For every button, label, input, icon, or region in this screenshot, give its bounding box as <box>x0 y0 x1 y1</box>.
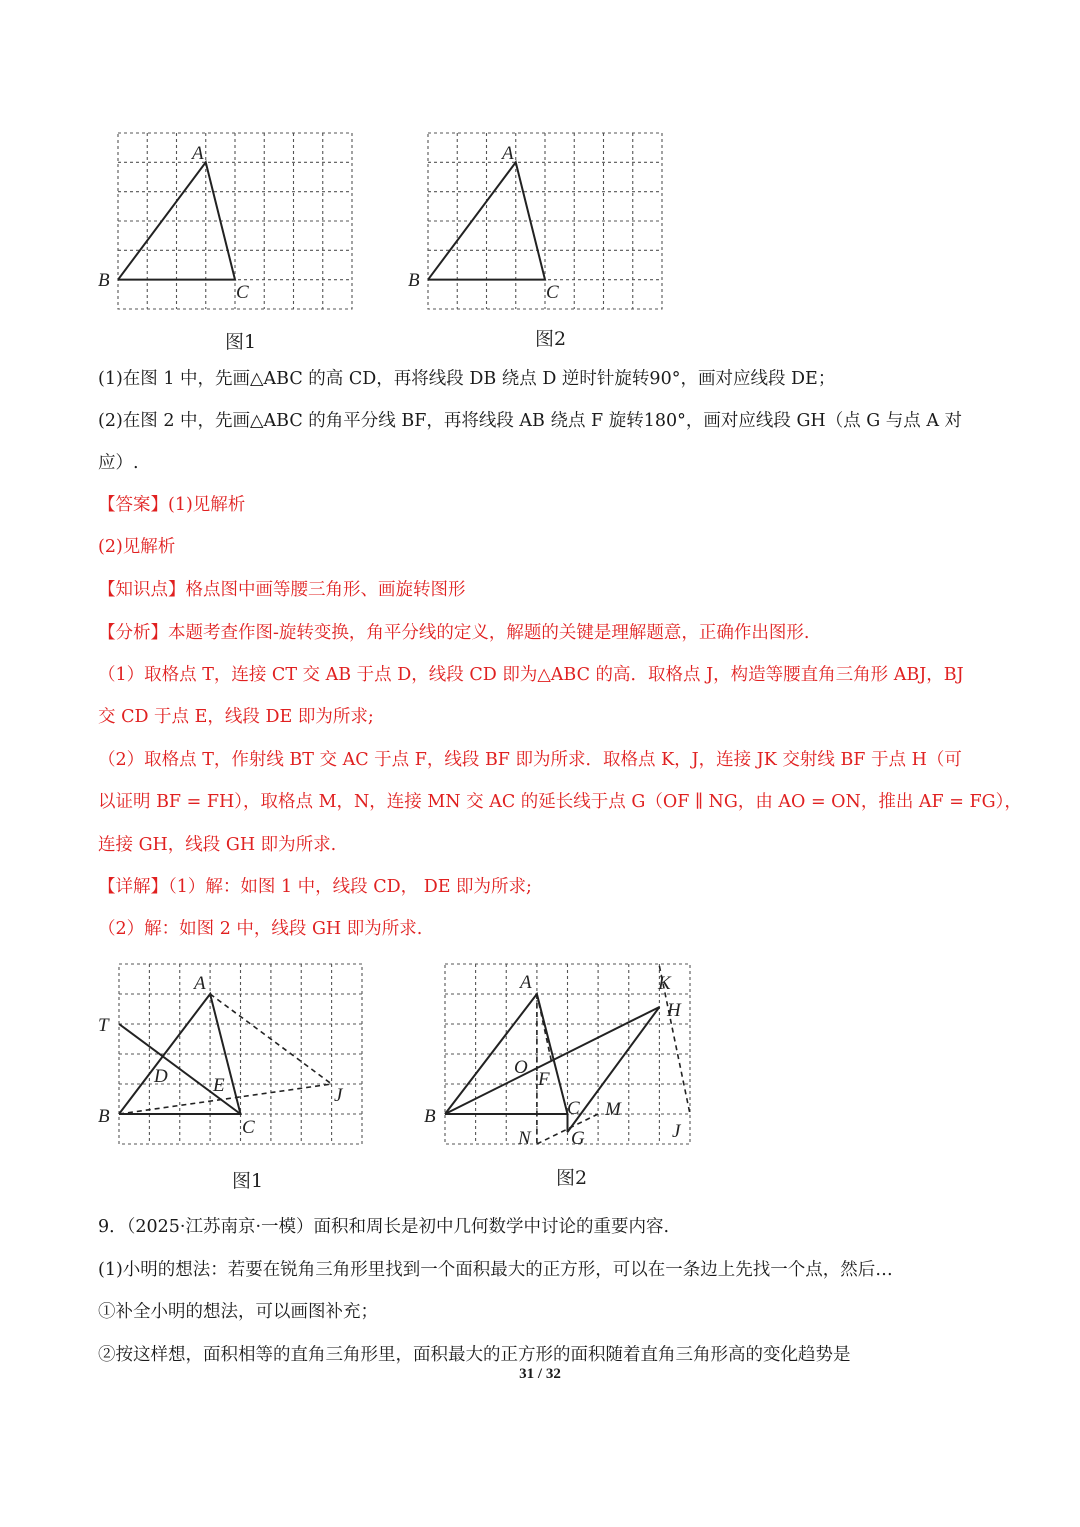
label-a: A <box>520 972 532 993</box>
question-9-item-1: ①补全小明的想法，可以画图补充； <box>98 1302 378 1322</box>
page-number: 31 / 32 <box>519 1366 561 1382</box>
analysis-step-1-line-2: 交 CD 于点 E，线段 DE 即为所求; <box>98 707 374 727</box>
label-a: A <box>192 143 204 164</box>
detail-line-1: 【详解】（1）解：如图 1 中，线段 CD， DE 即为所求; <box>98 877 532 897</box>
label-b: B <box>98 1106 110 1127</box>
top-figure-1 <box>96 128 366 328</box>
label-g: G <box>571 1128 585 1149</box>
label-b: B <box>98 270 110 291</box>
label-c: C <box>236 282 249 303</box>
label-m: M <box>605 1099 621 1120</box>
triangle-abc <box>118 162 235 279</box>
analysis-step-2-line-2: 以证明 BF = FH），取格点 M，N，连接 MN 交 AC 的延长线于点 G（OF ∥ NG，由 AO = ON，推出 AF = FG）， <box>98 792 1022 812</box>
question-9-title: 9．（2025·江苏南京·一模）面积和周长是初中几何数学中讨论的重要内容. <box>98 1217 670 1237</box>
question-9-part-1: (1)小明的想法：若要在锐角三角形里找到一个面积最大的正方形，可以在一条边上先找一个点，然后… <box>98 1260 893 1280</box>
label-t: T <box>98 1015 109 1036</box>
solution-figure-1 <box>94 958 374 1158</box>
question-part-2-line-2: 应）. <box>98 453 139 473</box>
solution-figure-1-caption: 图1 <box>232 1170 264 1192</box>
top-figure-2 <box>406 128 676 328</box>
top-figure-1-caption: 图1 <box>225 331 257 353</box>
question-9-item-2: ②按这样想，面积相等的直角三角形里，面积最大的正方形的面积随着直角三角形高的变化趋势是 <box>98 1345 851 1365</box>
answer-part-2: (2)见解析 <box>98 537 176 557</box>
grid <box>428 133 662 309</box>
top-figure-2-caption: 图2 <box>535 328 567 350</box>
solution-figure-2-caption: 图2 <box>556 1167 588 1189</box>
label-c: C <box>242 1117 255 1138</box>
knowledge-point: 【知识点】格点图中画等腰三角形、画旋转图形 <box>98 580 466 600</box>
grid <box>119 964 362 1144</box>
label-j: J <box>672 1121 681 1142</box>
grid <box>118 133 352 309</box>
analysis-step-2-line-3: 连接 GH，线段 GH 即为所求. <box>98 835 337 855</box>
ray-bh <box>445 1007 659 1114</box>
question-part-1: (1)在图 1 中，先画△ABC 的高 CD，再将线段 DB 绕点 D 逆时针旋转90°，画对应线段 DE； <box>98 369 836 389</box>
solution-figure-2 <box>420 958 710 1158</box>
label-c: C <box>567 1098 580 1119</box>
label-d: D <box>154 1066 168 1087</box>
analysis: 【分析】本题考查作图-旋转变换，角平分线的定义，解题的关键是理解题意，正确作出图形. <box>98 623 810 643</box>
label-a: A <box>194 973 206 994</box>
label-h: H <box>667 1000 681 1021</box>
label-n: N <box>518 1128 531 1149</box>
detail-line-2: （2）解：如图 2 中，线段 GH 即为所求. <box>98 919 423 939</box>
label-k: K <box>658 973 671 994</box>
label-b: B <box>408 270 420 291</box>
question-part-2-line-1: (2)在图 2 中，先画△ABC 的角平分线 BF，再将线段 AB 绕点 F 旋转180°，画对应线段 GH（点 G 与点 A 对 <box>98 411 963 431</box>
label-a: A <box>502 143 514 164</box>
triangle-abc <box>428 162 545 279</box>
analysis-step-2-line-1: （2）取格点 T，作射线 BT 交 AC 于点 F，线段 BF 即为所求．取格点 K，J，连接 JK 交射线 BF 于点 H（可 <box>98 750 962 770</box>
label-e: E <box>213 1075 225 1096</box>
label-b: B <box>424 1106 436 1127</box>
segment-bj <box>119 1084 332 1114</box>
label-j: J <box>334 1085 343 1106</box>
label-o: O <box>514 1057 528 1078</box>
answer-heading: 【答案】(1)见解析 <box>98 495 246 515</box>
label-f: F <box>538 1069 550 1090</box>
label-c: C <box>546 282 559 303</box>
analysis-step-1-line-1: （1）取格点 T，连接 CT 交 AB 于点 D，线段 CD 即为△ABC 的高．取格点 J，构造等腰直角三角形 ABJ，BJ <box>98 665 964 685</box>
